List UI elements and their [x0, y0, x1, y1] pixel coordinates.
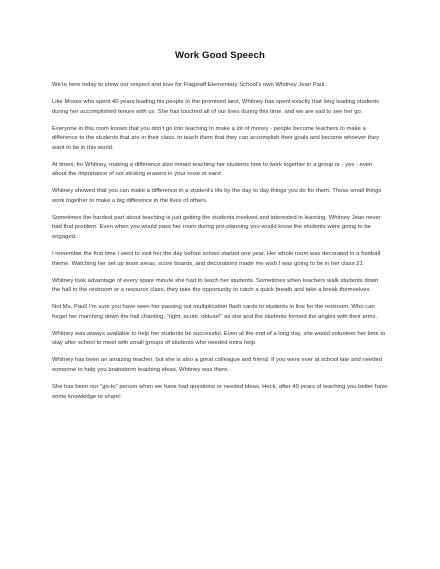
paragraph-12: She has been our "go-to" person when we have had questions or needed ideas. Heck, after 40 years of teaching you better have some knowledge to share!: [52, 383, 388, 400]
paragraph-5: Whitney showed that you can make a difference in a student's life by the day to day things you do for them. Those small things work together to make a big difference in the lives of others.: [52, 188, 382, 204]
paragraph-1: We're here today to show our respect and love for Flagstaff Elementary School's own Whitney Jean Paul.: [52, 82, 327, 88]
paragraph-11: Whitney has been an amazing teacher, but she is also a great colleague and friend. If you were ever at school late and needed someone to help you brainstorm teaching ideas, Whitney was there.: [52, 357, 383, 373]
paragraph-2: Like Moses who spent 40 years leading his people to the promised land, Whitney has spent exactly that long leading students during her accomplished tenure with us. She has touched all of our lives during this time, and we are sad to see her go.: [52, 98, 380, 115]
paragraph-4: At times, for Whitney, making a difference also meant teaching her students how to work together in a group or - yes - even about the importance of not sticking erasers in your nose or ears!: [52, 161, 373, 178]
paragraph-8: Whitney took advantage of every spare minute she had to teach her students. Sometimes when teachers walk students down the hall to the restroom or a resource class, they take the opportunity to catch a quick breath and take a break themselves.: [52, 277, 379, 294]
paragraph-3: Everyone in this room knows that you don't go into teaching to make a lot of money - people become teachers to make a difference to the students that are in their class, to teach them that they can accomplish their goals and become whoever they want to be in this world.: [52, 125, 380, 151]
paragraph-6: Sometimes the hardest part about teaching is just getting the students involved and interested in learning. Whitney Jean never had that problem. Even when you would pass her room during pre-planning you would know the students were going to be engaged.: [52, 214, 381, 241]
paragraph-7: I remember the first time I went to visit her the day before school started one year. Her whole room was decorated in a football theme. Watching her set up team areas, score boards, and decorations made me wish I was going to be in her class 21: [52, 251, 381, 267]
document-title: Work Good Speech: [175, 50, 265, 61]
paragraph-10: Whitney was always available to help her students be successful. Even at the end of a long day, she would volunteer her time to stay after school to meet with small groups of students who needed extra help.: [52, 330, 386, 347]
paragraph-9: Not Ms. Paul! I'm sure you have seen her passing out multiplication flash cards to students in line for the restroom. Who can forget her marching down the hall chanting, "right, acute, obtuse!" as she and the students formed the angles with their arms.: [52, 304, 378, 320]
